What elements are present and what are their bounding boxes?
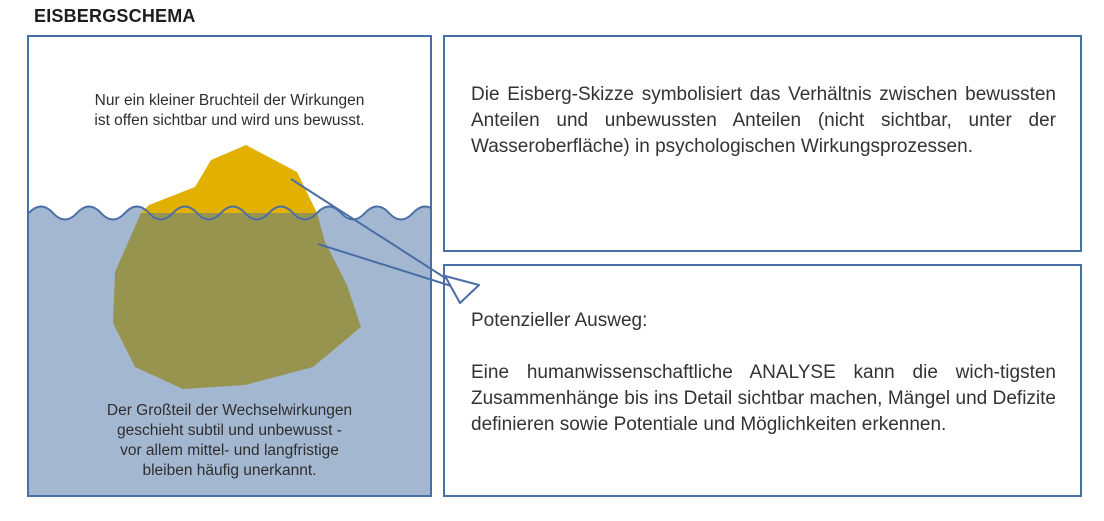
hidden-caption-line-4: bleiben häufig unerkannt. — [142, 462, 317, 479]
iceberg-panel — [27, 35, 432, 497]
visible-part-caption — [29, 91, 430, 131]
visible-caption-line-2: ist offen sichtbar und wird uns bewusst. — [94, 112, 365, 129]
visible-caption-line-1: Nur ein kleiner Bruchteil der Wirkungen — [94, 92, 365, 109]
solution-box — [443, 264, 1082, 497]
hidden-part-caption — [29, 401, 430, 481]
solution-text: Eine humanwissenschaftliche ANALYSE kann die wich-tigsten Zusammenhänge bis ins Detail sichtbar machen, Mängel und Defizite definieren sowie Potentiale und Möglichkeiten erkennen. — [471, 362, 1056, 435]
hidden-caption-line-1: Der Großteil der Wechselwirkungen — [106, 402, 353, 419]
hidden-caption-line-3: vor allem mittel- und langfristige — [120, 442, 339, 459]
iceberg-tip — [141, 145, 317, 213]
description-text: Die Eisberg-Skizze symbolisiert das Verhältnis zwischen bewussten Anteilen und unbewussten Anteilen (nicht sichtbar, unter der Wasseroberfläche) in psychologischen Wirkungsprozessen. — [471, 84, 1056, 157]
solution-title: Potenzieller Ausweg: — [471, 310, 648, 331]
diagram-heading: EISBERGSCHEMA — [34, 6, 196, 26]
hidden-caption-line-2: geschieht subtil und unbewusst - — [117, 422, 342, 439]
description-box — [443, 35, 1082, 252]
